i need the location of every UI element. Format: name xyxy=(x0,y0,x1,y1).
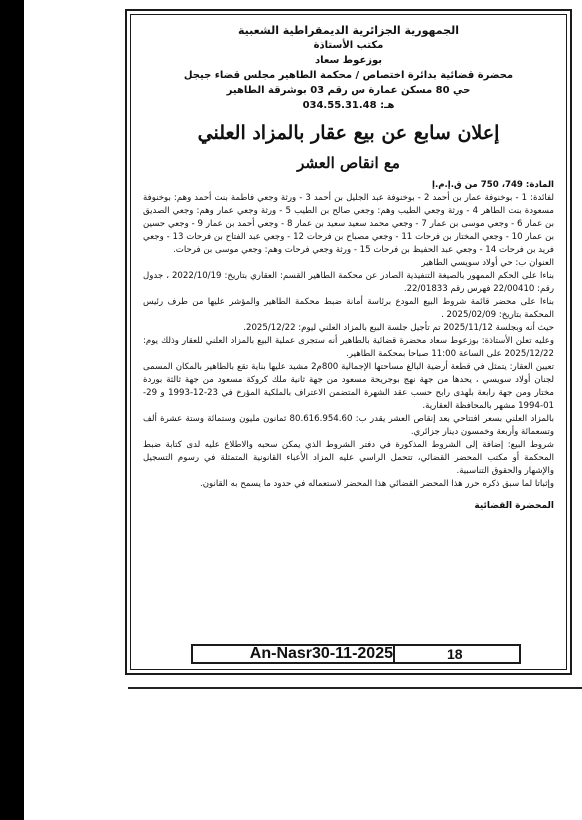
address-paragraph: العنوان ب: حي أولاد سويسي الطاهير xyxy=(421,258,554,268)
office-name: مكتب الأستاذة xyxy=(313,40,384,51)
scan-edge-bar xyxy=(0,0,24,820)
beneficiaries-paragraph: لفائدة: 1 - بوخنوفة عمار بن أحمد 2 - بوخنوفة عبد الجليل بن أحمد 3 - ورثة وجعي فاطمة بنت أحمد وهم: بوخنوفة مسعودة بنت الطاهر 4 - ورثة وجعي الطيب وهم: وجعي صالح بن الطيب 5 - ورثة وجعي عمار وهم: وجعي الصديق بن عمار 6 - وجعي موسى بن عمار 7 - وجعي محمد سعيد سعيد بن عمار 8 - وجعي أحمد بن عمار 9 - وجعي حسين بن عمار 10 - وجعي المختار بن فرحات 11 - وجعي مصباح بن فرحات 12 - وجعي عبد الفتاح بن فرحات 13 - وجعي فريد بن فرحات 14 - وجعي عبد الحفيظ بن فرحات 15 - ورثة وجعي فرحات وهم: وجعي موسى بن فرحات. xyxy=(143,193,554,255)
notice-title: إعلان سابع عن بيع عقار بالمزاد العلني xyxy=(197,122,500,144)
judgment-paragraph: بناءا على الحكم الممهور بالصيغة التنفيذية الصادر عن محكمة الطاهير القسم: العقاري بتاريخ: 2022/10/19 ، جدول رقم: 22/00410 فهرس رقم 22/01833. xyxy=(143,271,554,294)
legal-article: المادة: 749، 750 من ق.إ.م.إ xyxy=(432,180,554,190)
sale-conditions-paragraph: شروط البيع: إضافة إلى الشروط المذكورة في دفتر الشروط الذي يمكن سحبه والاطلاع عليه لدى كتابة ضبط المحكمة أو مكتب المحضر القضائي، تتحمل الراسي عليه المزاد الأعباء القانونية المتمثلة في رسوم التسجيل والإشهار والحقوق التناسبية. xyxy=(143,440,554,476)
postponement-paragraph: حيث أنه وبجلسة 2025/11/12 تم تأجيل جلسة البيع بالمزاد العلني ليوم: 2025/12/22. xyxy=(243,323,554,333)
office-phone: هـ: 034.55.31.48 xyxy=(302,100,395,111)
notice-header xyxy=(143,23,554,113)
notice-subtitle: مع انقاص العشر xyxy=(297,154,400,172)
publication-footer xyxy=(191,644,521,664)
signature: المحضرة القضائية xyxy=(474,501,554,511)
jurisdiction: محضرة قضائية بدائرة اختصاص / محكمة الطاهير مجلس قضاء جيجل xyxy=(183,70,514,81)
closing-paragraph: وإثباتا لما سبق ذكره حرر هذا المحضر القضائي هذا المحضر لاستعماله في حدود ما يسمح به القانون. xyxy=(199,479,554,489)
publication-date: An-Nasr30-11-2025 xyxy=(249,645,393,662)
office-address: حي 80 مسكن عمارة س رقم 03 بوشرقة الطاهير xyxy=(226,85,471,96)
page-number: 18 xyxy=(447,646,463,662)
notice-frame xyxy=(125,9,572,675)
conditions-record-paragraph: بناءا على محضر قائمة شروط البيع المودع برئاسة أمانة ضبط محكمة الطاهير والمؤشر عليها من طرف رئيس المحكمة بتاريخ: 2025/02/09 . xyxy=(143,297,554,320)
opening-price-paragraph: بالمزاد العلني بسعر افتتاحي بعد إنقاص العشر يقدر ب: 80.616.954.60 ثمانون مليون وستمائة وستة عشرة ألف وتسعمائة وأربعة وخمسون دينار جزائري. xyxy=(143,414,554,437)
notice-body xyxy=(130,14,567,670)
property-description-paragraph: تعيين العقار: يتمثل في قطعة أرضية البالغ مساحتها الإجمالية 800م2 مشيد عليها بناية تقع بالطاهير بالمكان المسمى لجنان أولاد سويسي ، يحدها من جهة نهج بوجريحة مسعود من جهة ثانية ملك كروكة مسعود من جهة ثالثة بوردة مختار ومن جهة رابعة بلهدى رابح حسب عقد الشهرة المتضمن الاعتراف بالملكية المؤرخ في 23-12-1993 و 29-01-1994 مشهر بالمحافظة العقارية. xyxy=(143,362,555,411)
bottom-rule xyxy=(128,687,582,689)
republic-name: الجمهورية الجزائرية الديمقراطية الشعبية xyxy=(238,24,459,37)
bailiff-name: بوزعوط سعاد xyxy=(314,55,383,66)
sale-announcement-paragraph: وعليه تعلن الأستاذة: بوزعوط سعاد محضرة قضائية بالطاهير أنه ستجرى عملية البيع بالمزاد العلني للعقار وذلك يوم: 2025/12/22 على الساعة 11:00 صباحا بمحكمة الطاهير. xyxy=(143,336,554,359)
